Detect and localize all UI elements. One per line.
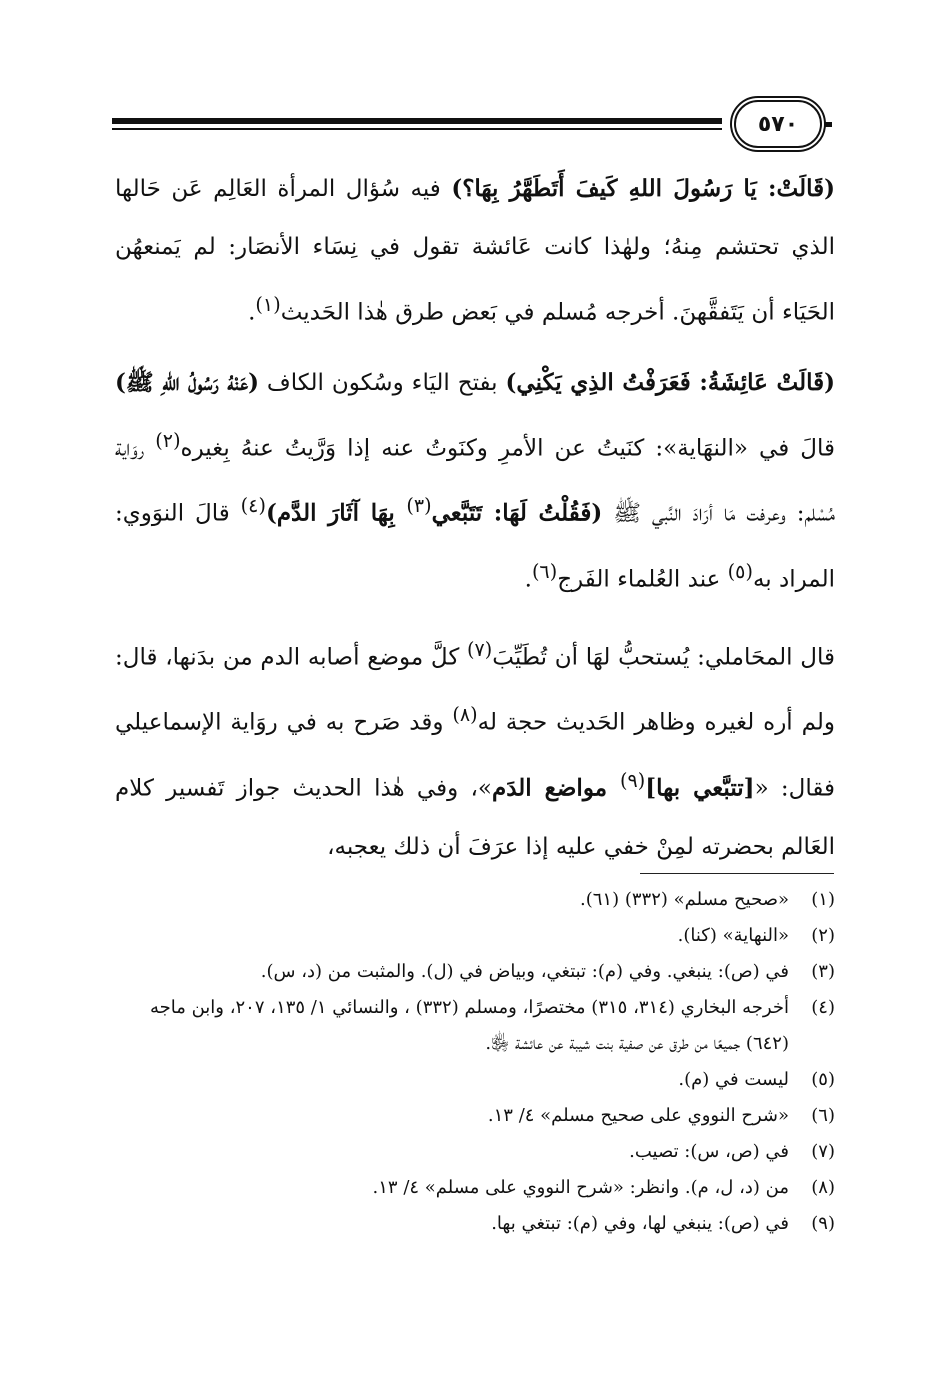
- commentary-text: بفتح اليَاء وسُكون الكاف: [258, 369, 506, 396]
- footnote-ref: (٦): [531, 559, 558, 583]
- footnote: [115, 1062, 835, 1098]
- hadith-quote: (فَقُلْتُ لَهَا: تَتَبَّعي: [431, 499, 603, 527]
- hadith-quote: بِهَا آثَارَ الدَّم): [265, 499, 407, 527]
- footnote-number: (٦): [811, 1105, 835, 1126]
- paragraph-2: [115, 354, 835, 609]
- footnote-ref: (٢): [155, 428, 181, 452]
- footnote: [115, 1206, 835, 1242]
- footnote-number: (٨): [811, 1177, 835, 1198]
- header-rule-thick: [112, 118, 722, 124]
- footnote-text: ليست في (م).: [678, 1069, 789, 1090]
- commentary-text: فيه سُؤال المرأة العَالِم عَن حَالها الذي تحتشم مِنهُ؛ ولهٰذا كانت عَائشة تقول في نِسَاء الأنصَار: لم يَمنعهُن الحَيَاء أن يَتَفقَّهنَ. أخرجه مُسلم في بَعض طرق هٰذا الحَديث: [115, 176, 836, 326]
- commentary-text: قالَ النوَوي: المراد به: [115, 500, 835, 593]
- paragraph-3: [115, 621, 835, 876]
- hadith-quote: (قَالَتْ: يَا رَسُولَ اللهِ كَيفَ أَتَطَهَّرُ بِهَا؟): [451, 175, 835, 202]
- footnote-text: «شرح النووي على صحيح مسلم» ٤/ ١٣.: [487, 1105, 789, 1126]
- page-number: ٥٧٠: [730, 96, 826, 152]
- footnote-number: (٩): [811, 1213, 835, 1234]
- footnote-ref: (٩): [620, 768, 646, 792]
- footnote-number: (٧): [811, 1141, 835, 1162]
- commentary-text: عند العُلماء الفَرج: [557, 566, 728, 593]
- commentary-text: قالَ في «النهَاية»: كنَيتُ عن الأمرِ وكنَوتُ عنه إذا وَرَّيتُ عنهُ بِغيره: [180, 435, 835, 462]
- hadith-quote: [تتبَّعي بها]: [645, 774, 755, 802]
- footnote: [115, 918, 835, 954]
- footnote-ref: (١): [255, 293, 281, 316]
- footnote-text: في (ص): ينبغي لها، وفي (م): تبتغي بها.: [491, 1213, 789, 1234]
- footnote-separator: [640, 873, 834, 874]
- hadith-quote: (عَنْهُ رَسُولُ اللهِ ﷺ): [115, 368, 259, 396]
- footnote: [115, 990, 835, 1062]
- commentary-text: روَاية مُسْلم: وعرفت مَا أرَادَ النَّبي ﷺ: [115, 435, 835, 527]
- footnote-ref: (٣): [406, 494, 432, 518]
- footnote-text: في (ص): ينبغي. وفي (م): تبتغي، وبياض في (ل). والمثبت من (د، س).: [260, 961, 789, 982]
- commentary-text: .: [524, 566, 532, 593]
- commentary-text: »، وفي هٰذا الحديث جواز تَفسير كلام العَالم بحضرته لمِنْ خفي عليه إذا عرَفَ أن ذلك يعجبه،: [115, 775, 835, 860]
- footnote-number: (٤): [811, 997, 835, 1018]
- commentary-text: وقد صَرح به في روَاية الإسماعيلي فقال: «: [115, 709, 836, 802]
- footnote-ref: (٧): [467, 637, 493, 661]
- footnote: [115, 1134, 835, 1170]
- footnotes: [115, 882, 835, 1242]
- footnote-ref: (٥): [727, 559, 753, 583]
- commentary-text: .: [248, 299, 256, 326]
- footnote-number: (٥): [811, 1069, 835, 1090]
- main-text: [115, 160, 835, 888]
- commentary-text: كلَّ موضع أصابه الدم من بدَنها، قال: ولم أره لغيره وظاهر الحَديث حجة له: [115, 644, 835, 736]
- footnote-text: «النهاية» (كنا).: [677, 925, 789, 946]
- footnote-number: (٢): [811, 925, 835, 946]
- hadith-quote: مواضع الدَم: [491, 774, 620, 802]
- footnote-ref: (٨): [452, 703, 478, 727]
- footnote: [115, 882, 835, 918]
- footnote-number: (٣): [811, 961, 835, 982]
- footnote: [115, 1098, 835, 1134]
- hadith-quote: (قَالَتْ عَائِشَةُ: فَعَرَفْتُ الذِي يَكْنِي): [505, 368, 835, 396]
- footnote-text: من (د، ل، م). وانظر: «شرح النووي على مسلم» ٤/ ١٣.: [372, 1177, 789, 1198]
- footnote: [115, 1170, 835, 1206]
- footnote-ref: (٤): [240, 494, 266, 518]
- commentary-text: قال المحَاملي: يُستحبُّ لهَا أن تُطَيِّبَ: [492, 644, 835, 671]
- footnote-text: أخرجه البخاري (٣١٤، ٣١٥) مختصرًا، ومسلم (٣٣٢) ، والنسائي ١/ ١٣٥، ٢٠٧، وابن ماجه (٦٤٢) جميعًا من طرق عن صفية بنت شيبة عن عائشة ﵂.: [149, 997, 789, 1054]
- paragraph-1: [115, 160, 835, 342]
- footnote: [115, 954, 835, 990]
- header-rule: [112, 104, 832, 148]
- footnote-text: في (ص، س): تصيب.: [629, 1141, 789, 1162]
- footnote-number: (١): [811, 889, 835, 910]
- header-rule-thin: [112, 128, 722, 130]
- footnote-text: «صحيح مسلم» (٣٣٢) (٦١).: [580, 889, 789, 910]
